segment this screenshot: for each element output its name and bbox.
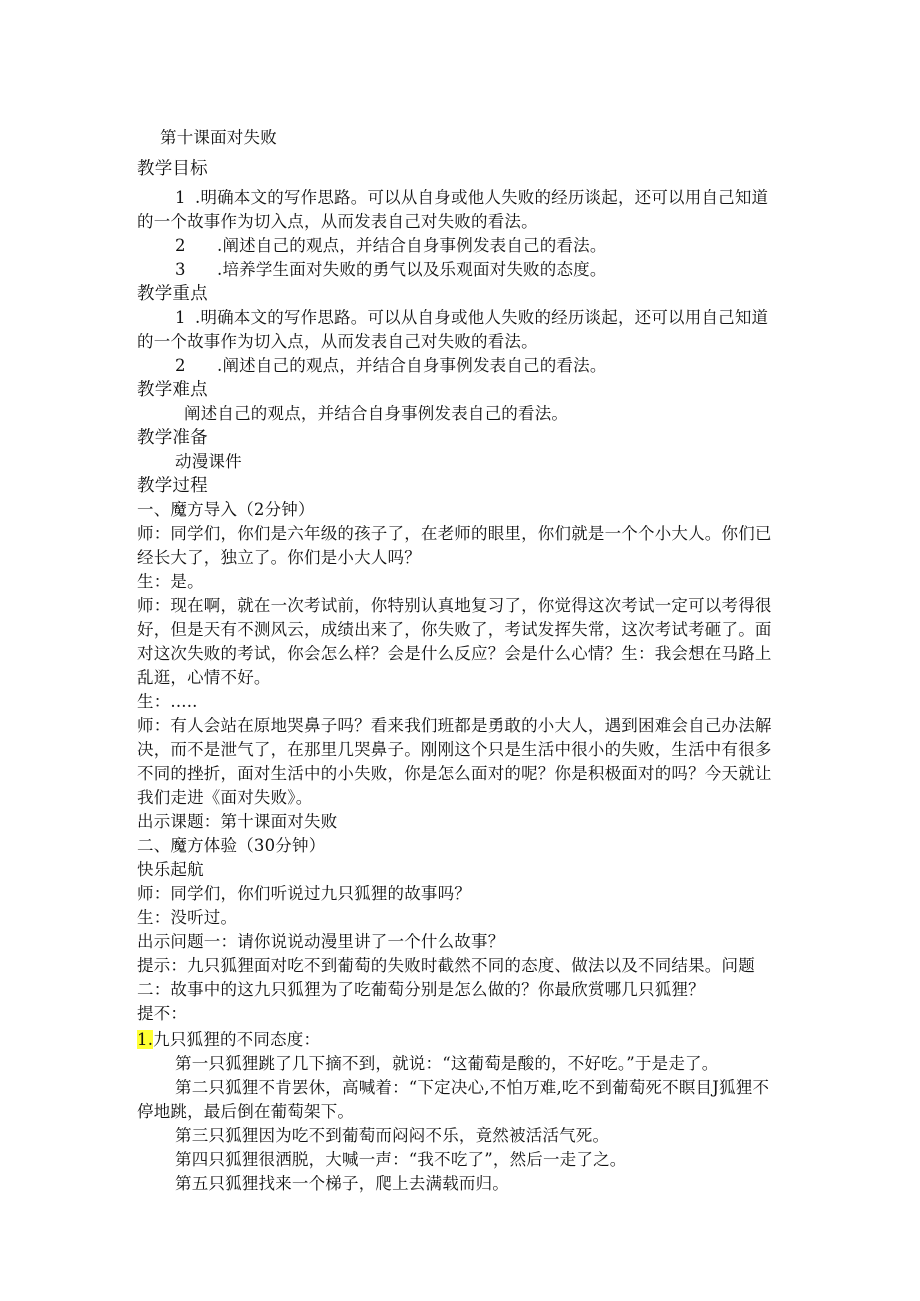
- body-line: 生：.....: [137, 692, 198, 711]
- body-line: 师：现在啊，就在一次考试前，你特别认真地复习了，你觉得这次考试一定可以考得很: [137, 596, 772, 615]
- body-line: 我们走进《面对失败》。: [137, 788, 313, 807]
- list-marker-highlight: 1.: [137, 1030, 154, 1049]
- body-line: 生：没听过。: [137, 908, 238, 927]
- key-item-1-cont: 的一个故事作为切入点，从而发表自己对失败的看法。: [137, 332, 538, 351]
- goal-item-2: 2 .阐述自己的观点，并结合自身事例发表自己的看法。: [175, 236, 607, 255]
- list-item-text: 九只狐狸的不同态度：: [153, 1030, 321, 1049]
- body-line: 生：是。: [137, 572, 204, 591]
- body-line: 决，而不是泄气了，在那里几哭鼻子。刚刚这个只是生活中很小的失败，生活中有很多: [137, 740, 772, 759]
- body-line: 一、魔方导入（2分钟）: [137, 500, 315, 519]
- body-line: 经长大了，独立了。你们是小大人吗？: [137, 548, 421, 567]
- section-heading-key: 教学重点: [137, 284, 208, 304]
- goal-item-1: 1 .明确本文的写作思路。可以从自身或他人失败的经历谈起，还可以用自己知道: [175, 188, 769, 207]
- goal-item-3: 3 .培养学生面对失败的勇气以及乐观面对失败的态度。: [175, 260, 607, 279]
- prep-text: 动漫课件: [175, 452, 242, 471]
- difficulty-text: 阐述自己的观点，并结合自身事例发表自己的看法。: [184, 404, 569, 423]
- section-heading-difficulty: 教学难点: [137, 380, 208, 400]
- body-line: 好，但是天有不测风云，成绩出来了，你失败了，考试发挥失常，这次考试考砸了。面: [137, 620, 772, 639]
- section-heading-prep: 教学准备: [137, 428, 208, 448]
- key-item-1: 1 .明确本文的写作思路。可以从自身或他人失败的经历谈起，还可以用自己知道: [175, 308, 769, 327]
- page-title: 第十课面对失败: [160, 128, 277, 147]
- body-line: 快乐起航: [137, 860, 204, 879]
- body-line: 出示问题一：请你说说动漫里讲了一个什么故事？: [137, 932, 505, 951]
- body-line: 提示：九只狐狸面对吃不到葡萄的失败时截然不同的态度、做法以及不同结果。问题: [137, 956, 755, 975]
- body-line: 师：同学们，你们是六年级的孩子了，在老师的眼里，你们就是一个个小大人。你们已: [137, 524, 772, 543]
- key-item-2: 2 .阐述自己的观点，并结合自身事例发表自己的看法。: [175, 356, 607, 375]
- goal-item-1-cont: 的一个故事作为切入点，从而发表自己对失败的看法。: [137, 212, 538, 231]
- fox-line: 停地跳，最后倒在葡萄架下。: [137, 1102, 355, 1121]
- body-line: 出示课题：第十课面对失败: [137, 812, 338, 831]
- fox-line: 第五只狐狸找来一个梯子，爬上去满载而归。: [175, 1174, 509, 1193]
- body-line: 提不：: [137, 1004, 188, 1023]
- body-line: 乱逛，心情不好。: [137, 668, 271, 687]
- fox-line: 第一只狐狸跳了几下摘不到，就说：“这葡萄是酸的，不好吃。”于是走了。: [175, 1054, 719, 1073]
- body-line: 师：有人会站在原地哭鼻子吗？看来我们班都是勇敢的小大人，遇到困难会自己办法解: [137, 716, 772, 735]
- list-item: [137, 1028, 320, 1052]
- fox-line: 第二只狐狸不肯罢休，高喊着：“下定决心,不怕万难,吃不到葡萄死不瞑目J狐狸不: [175, 1078, 770, 1097]
- fox-line: 第三只狐狸因为吃不到葡萄而闷闷不乐，竟然被活活气死。: [175, 1126, 610, 1145]
- body-line: 二、魔方体验（30分钟）: [137, 836, 326, 855]
- body-line: 对这次失败的考试，你会怎么样？会是什么反应？会是什么心情？生：我会想在马路上: [137, 644, 772, 663]
- section-heading-goals: 教学目标: [137, 159, 208, 179]
- body-line: 师：同学们，你们听说过九只狐狸的故事吗？: [137, 884, 471, 903]
- fox-line: 第四只狐狸很洒脱，大喊一声：“我不吃了”，然后一走了之。: [175, 1150, 627, 1169]
- body-line: 二：故事中的这九只狐狸为了吃葡萄分别是怎么做的？你最欣赏哪几只狐狸？: [137, 980, 705, 999]
- body-line: 不同的挫折，面对生活中的小失败，你是怎么面对的呢？你是积极面对的吗？今天就让: [137, 764, 772, 783]
- section-heading-process: 教学过程: [137, 476, 208, 496]
